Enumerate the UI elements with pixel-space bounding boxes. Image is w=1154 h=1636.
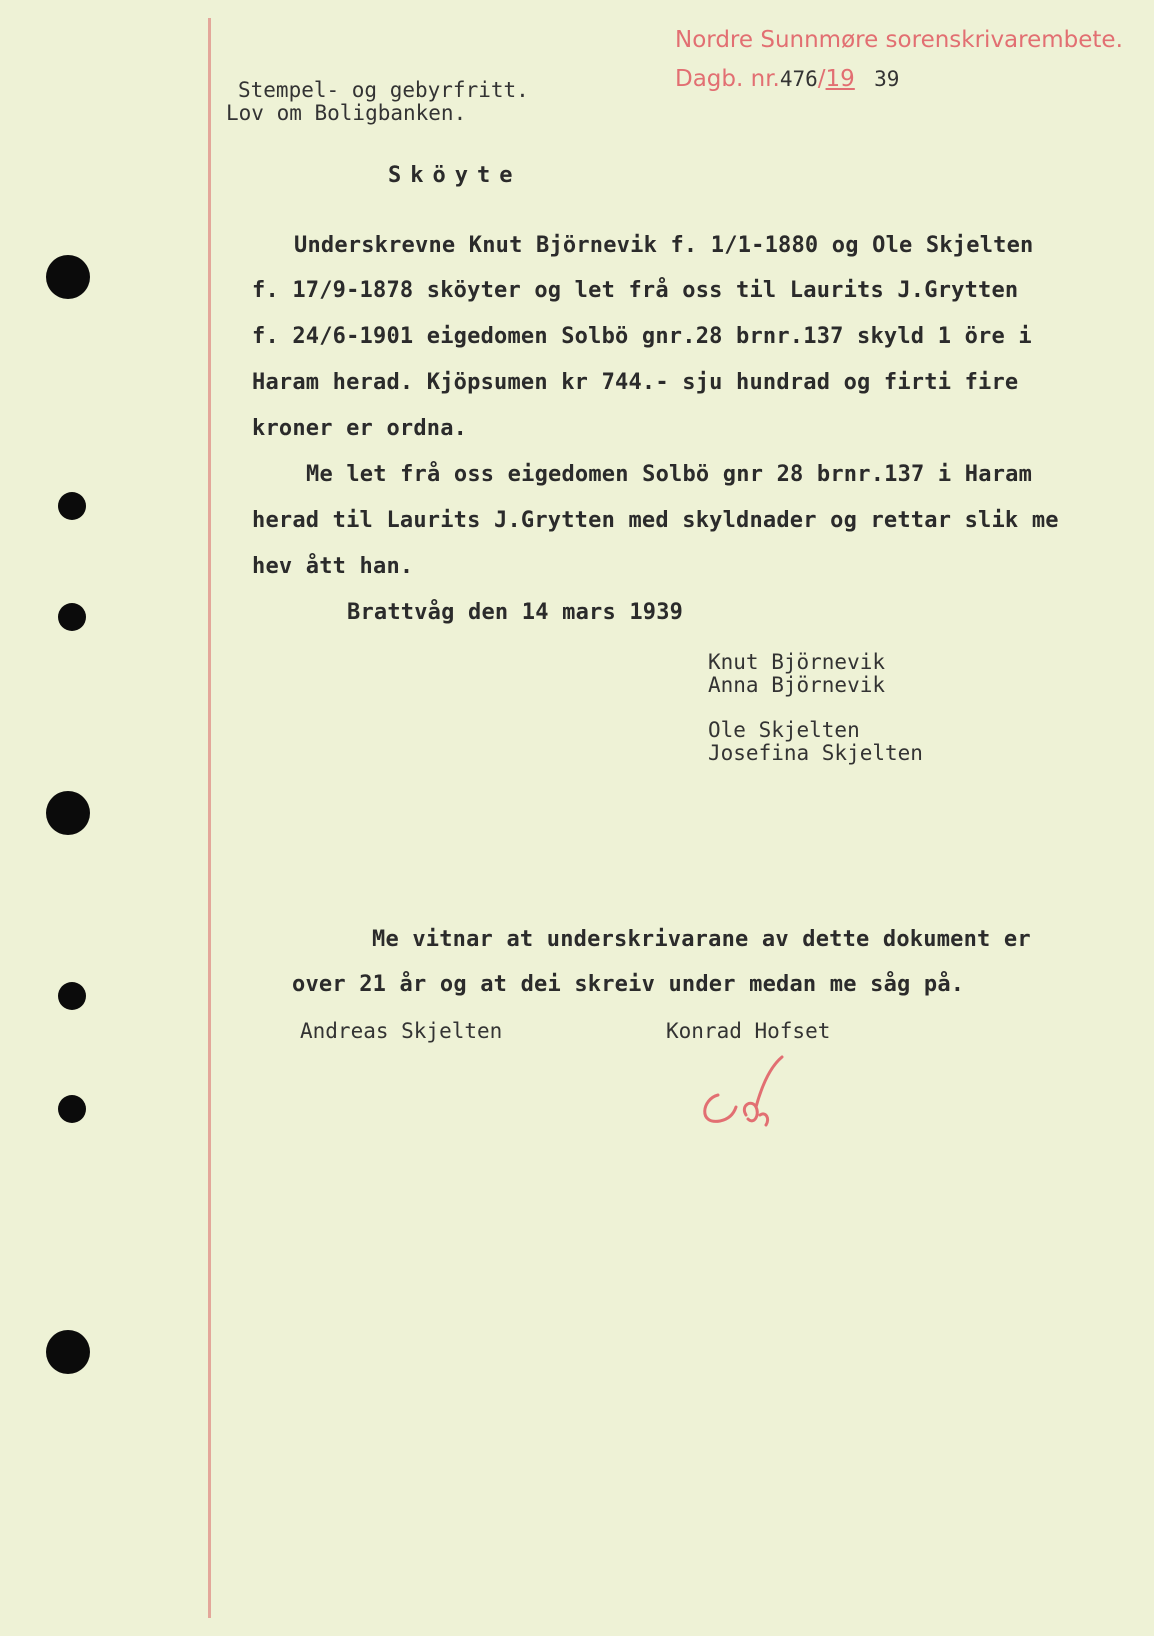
body-line: f. 17/9-1878 sköyter og let frå oss til Laurits J.Grytten [252, 278, 1019, 303]
body-line: kroner er ordna. [252, 416, 468, 441]
document-title: Sköyte [388, 163, 522, 188]
stamp-year-suffix: 39 [874, 67, 900, 91]
punch-hole [58, 982, 86, 1010]
header-line-2: Lov om Boligbanken. [226, 101, 467, 125]
body-line: Me let frå oss eigedomen Solbö gnr 28 brnr.137 i Haram [306, 462, 1033, 487]
body-line: Underskrevne Knut Björnevik f. 1/1-1880 og Ole Skjelten [294, 233, 1034, 258]
signatory-name: Ole Skjelten [708, 718, 860, 742]
stamp-dagb-number: 476 [779, 67, 818, 91]
header-line-1: Stempel- og gebyrfritt. [238, 78, 529, 102]
body-line: herad til Laurits J.Grytten med skyldnader og rettar slik me [252, 508, 1059, 533]
stamp-year-prefix: 19 [825, 66, 855, 92]
handwritten-initials-mark [690, 1055, 810, 1135]
body-line: hev ått han. [252, 554, 414, 579]
witness-line: over 21 år og at dei skreiv under medan me såg på. [292, 972, 965, 997]
witness-name: Andreas Skjelten [300, 1019, 503, 1043]
signatory-name: Josefina Skjelten [708, 741, 923, 765]
stamp-dagb-line: Dagb. nr.476/19 39 [675, 66, 900, 92]
body-line: Haram herad. Kjöpsumen kr 744.- sju hundrad og firti fire [252, 370, 1019, 395]
witness-line: Me vitnar at underskrivarane av dette dokument er [372, 927, 1031, 952]
body-line: f. 24/6-1901 eigedomen Solbö gnr.28 brnr.137 skyld 1 öre i [252, 324, 1032, 349]
punch-hole [58, 603, 86, 631]
stamp-dagb-prefix: Dagb. nr. [675, 66, 780, 92]
place-date: Brattvåg den 14 mars 1939 [347, 600, 684, 625]
punch-hole [46, 255, 90, 299]
punch-hole [58, 1095, 86, 1123]
punch-hole [58, 492, 86, 520]
punch-hole [46, 1330, 90, 1374]
signatory-name: Anna Björnevik [708, 673, 886, 697]
witness-name: Konrad Hofset [666, 1019, 831, 1043]
margin-line [208, 18, 211, 1618]
punch-hole [46, 791, 90, 835]
signatory-name: Knut Björnevik [708, 650, 886, 674]
stamp-office: Nordre Sunnmøre sorenskrivarembete. [675, 27, 1123, 53]
